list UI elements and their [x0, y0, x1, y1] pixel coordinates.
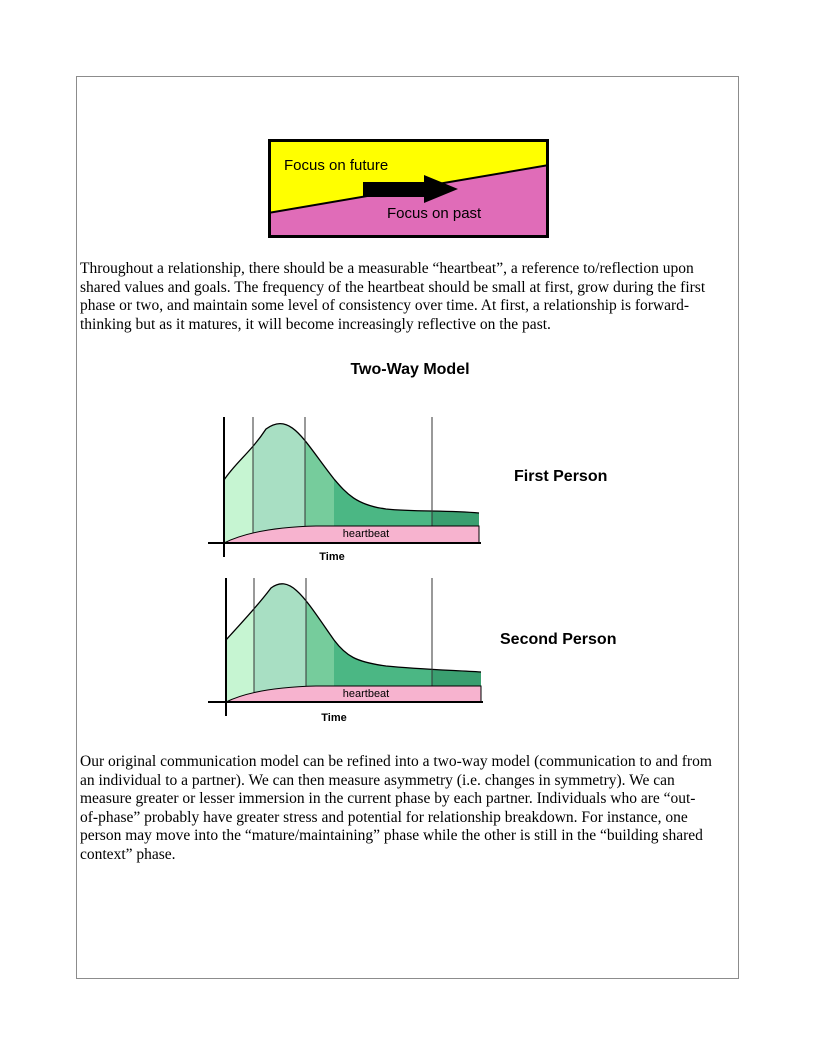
heartbeat-label: heartbeat [342, 688, 390, 700]
paragraph-two-way-model [80, 753, 736, 865]
paragraph-line: thinking but as it matures, it will become increasingly reflective on the past. [80, 315, 551, 333]
past-label: Focus on past [387, 205, 482, 222]
paragraph-line: an individual to a partner). We can then measure asymmetry (i.e. changes in symmetry). We can [80, 771, 675, 789]
model-title: Two-Way Model [350, 361, 470, 378]
heartbeat-label: heartbeat [342, 528, 390, 540]
phase-region-1 [226, 578, 254, 708]
graph-first-person [206, 417, 486, 567]
time-axis-label: Time [321, 712, 347, 724]
paragraph-line: of-phase” probably have greater stress and potential for relationship breakdown. For instance, one [80, 808, 688, 826]
first-person-label: First Person [514, 468, 608, 485]
time-axis-label: Time [319, 551, 345, 563]
paragraph-line: context” phase. [80, 845, 176, 863]
paragraph-line: measure greater or lesser immersion in the current phase by each partner. Individuals who are “out- [80, 790, 696, 808]
focus-diagram [268, 139, 549, 238]
graph-second-person [206, 578, 486, 728]
paragraph-line: Our original communication model can be refined into a two-way model (communication to and from [80, 753, 712, 770]
paragraph-line: person may move into the “mature/maintaining” phase while the other is still in the “building shared [80, 827, 703, 845]
paragraph-heartbeat [80, 260, 736, 334]
paragraph-line: shared values and goals. The frequency of the heartbeat should be small at first, grow during the first [80, 278, 706, 296]
future-label: Focus on future [284, 157, 389, 174]
paragraph-line: Throughout a relationship, there should be a measurable “heartbeat”, a reference to/reflection upon [80, 260, 694, 277]
paragraph-line: phase or two, and maintain some level of consistency over time. At first, a relationship is forward- [80, 297, 690, 315]
phase-region-1 [224, 417, 253, 547]
second-person-label: Second Person [500, 631, 617, 648]
